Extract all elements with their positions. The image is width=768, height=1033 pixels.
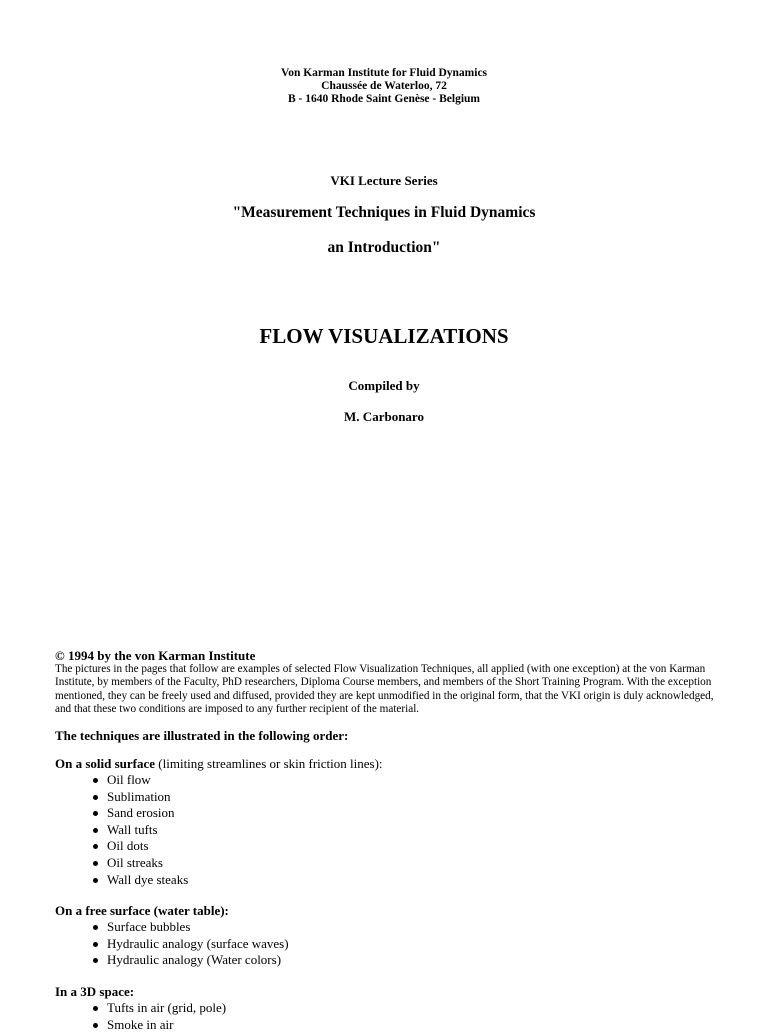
compiled-by-label: Compiled by <box>348 378 420 393</box>
solid-list <box>0 772 715 888</box>
lecture-title-line2: an Introduction" <box>327 239 441 256</box>
institute-name: Von Karman Institute for Fluid Dynamics <box>280 67 488 79</box>
section-3d-space <box>55 984 715 1033</box>
list-item: Wall dye steaks <box>55 872 715 889</box>
document-title: FLOW VISUALIZATIONS <box>259 324 509 348</box>
section-free-heading: On a free surface (water table): <box>55 903 229 918</box>
author-name: M. Carbonaro <box>344 409 424 424</box>
list-item: Hydraulic analogy (Water colors) <box>55 952 715 969</box>
lecture-series-label: VKI Lecture Series <box>330 173 438 188</box>
list-item: Surface bubbles <box>55 919 715 936</box>
list-item: Oil flow <box>55 772 715 789</box>
list-item: Oil dots <box>55 838 715 855</box>
list-item: Sublimation <box>55 789 715 806</box>
list-item: Wall tufts <box>55 822 715 839</box>
section-solid-title: On a solid surface <box>55 756 156 771</box>
space-list <box>0 1000 715 1033</box>
section-solid-note: (limiting streamlines or skin friction lines): <box>155 756 383 771</box>
section-free-surface <box>55 903 715 969</box>
list-item: Smoke in air <box>55 1017 715 1033</box>
list-item: Hydraulic analogy (surface waves) <box>55 936 715 953</box>
copyright-text: The pictures in the pages that follow are examples of selected Flow Visualization Techniques, all applied (with one exception) at the von Karman Institute, by members of the Faculty, PhD researchers, Diploma Course members, and members of the Short Training Program. With the exception mentioned, they can be freely used and diffused, provided they are kept unmodified in the original form, that the VKI origin is duly acknowledged, and that these two conditions are imposed to any further recipient of the material. <box>55 663 714 715</box>
section-solid-heading <box>55 756 715 772</box>
section-solid-surface <box>55 756 715 888</box>
lecture-title-line1: "Measurement Techniques in Fluid Dynamics <box>232 204 536 221</box>
copyright-heading: © 1994 by the von Karman Institute <box>55 648 256 663</box>
institute-city: B - 1640 Rhode Saint Genèse - Belgium <box>288 93 480 105</box>
list-item: Sand erosion <box>55 805 715 822</box>
list-item: Tufts in air (grid, pole) <box>55 1000 715 1017</box>
order-heading: The techniques are illustrated in the following order: <box>55 728 349 743</box>
institute-street: Chaussée de Waterloo, 72 <box>321 80 447 92</box>
free-list <box>0 919 715 969</box>
section-space-heading: In a 3D space: <box>55 984 135 999</box>
list-item: Oil streaks <box>55 855 715 872</box>
copyright-block <box>55 649 715 716</box>
